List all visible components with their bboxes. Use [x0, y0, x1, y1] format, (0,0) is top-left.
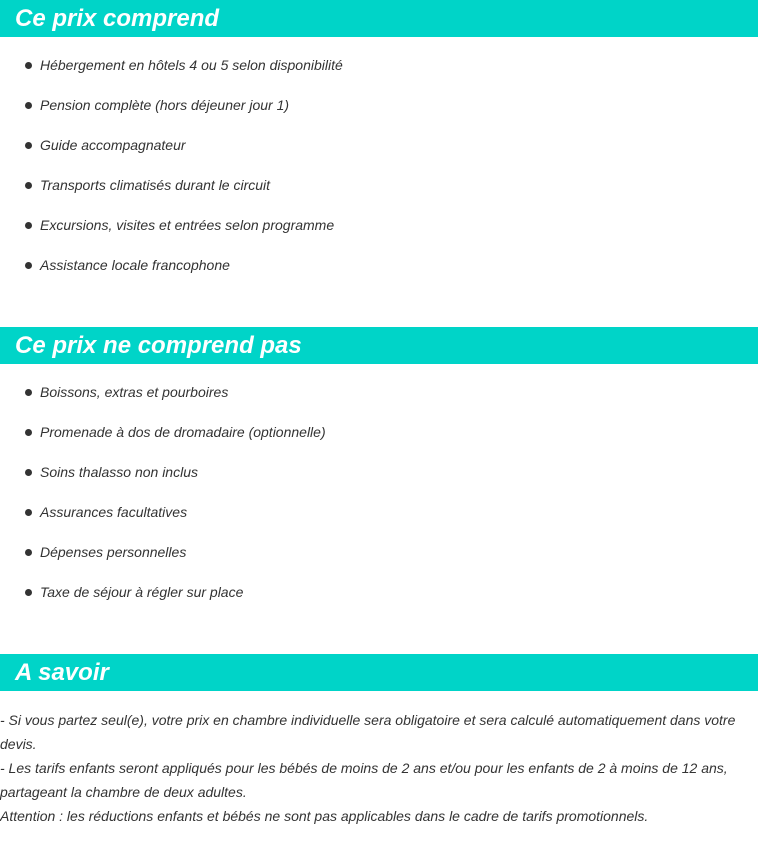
bullet-icon — [25, 509, 32, 516]
excludes-item-text: Assurances facultatives — [40, 504, 188, 520]
bullet-icon — [25, 222, 32, 229]
includes-item-text: Excursions, visites et entrées selon programme — [40, 217, 335, 233]
excludes-list-item — [0, 582, 758, 622]
bullet-icon — [25, 262, 32, 269]
info-line-attention: Attention : les réductions enfants et bébés ne sont pas applicables dans le cadre de tarifs promotionnels. — [0, 808, 649, 824]
info-line-single-room: - Si vous partez seul(e), votre prix en chambre individuelle sera obligatoire et sera calculé automatiquement dans votre devis. — [0, 712, 736, 752]
includes-list-item — [0, 135, 758, 175]
excludes-item-text: Promenade à dos de dromadaire (optionnelle) — [40, 424, 326, 440]
info-title: A savoir — [15, 659, 109, 686]
excludes-item-text: Soins thalasso non inclus — [40, 464, 198, 480]
excludes-list-item — [0, 502, 758, 542]
info-text-block — [0, 708, 752, 828]
bullet-icon — [25, 589, 32, 596]
includes-list-item — [0, 175, 758, 215]
includes-title: Ce prix comprend — [15, 5, 220, 32]
info-header — [0, 654, 758, 691]
includes-list — [0, 55, 758, 295]
includes-item-text: Hébergement en hôtels 4 ou 5 selon disponibilité — [40, 57, 343, 73]
excludes-item-text: Taxe de séjour à régler sur place — [40, 584, 244, 600]
includes-list-item — [0, 255, 758, 295]
bullet-icon — [25, 429, 32, 436]
excludes-header — [0, 327, 758, 364]
bullet-icon — [25, 549, 32, 556]
bullet-icon — [25, 62, 32, 69]
excludes-title: Ce prix ne comprend pas — [15, 332, 302, 359]
excludes-list-item — [0, 382, 758, 422]
includes-header — [0, 0, 758, 37]
excludes-list-item — [0, 462, 758, 502]
excludes-list-item — [0, 422, 758, 462]
includes-list-item — [0, 95, 758, 135]
includes-item-text: Guide accompagnateur — [40, 137, 186, 153]
bullet-icon — [25, 469, 32, 476]
includes-item-text: Assistance locale francophone — [40, 257, 230, 273]
info-line-child-rates: - Les tarifs enfants seront appliqués pour les bébés de moins de 2 ans et/ou pour les enfants de 2 à moins de 12 ans, partageant la chambre de deux adultes. — [0, 760, 728, 800]
excludes-item-text: Dépenses personnelles — [40, 544, 187, 560]
bullet-icon — [25, 389, 32, 396]
includes-list-item — [0, 55, 758, 95]
excludes-item-text: Boissons, extras et pourboires — [40, 384, 229, 400]
excludes-list — [0, 382, 758, 622]
includes-list-item — [0, 215, 758, 255]
excludes-list-item — [0, 542, 758, 582]
bullet-icon — [25, 142, 32, 149]
includes-item-text: Transports climatisés durant le circuit — [40, 177, 271, 193]
includes-item-text: Pension complète (hors déjeuner jour 1) — [40, 97, 290, 113]
bullet-icon — [25, 182, 32, 189]
bullet-icon — [25, 102, 32, 109]
